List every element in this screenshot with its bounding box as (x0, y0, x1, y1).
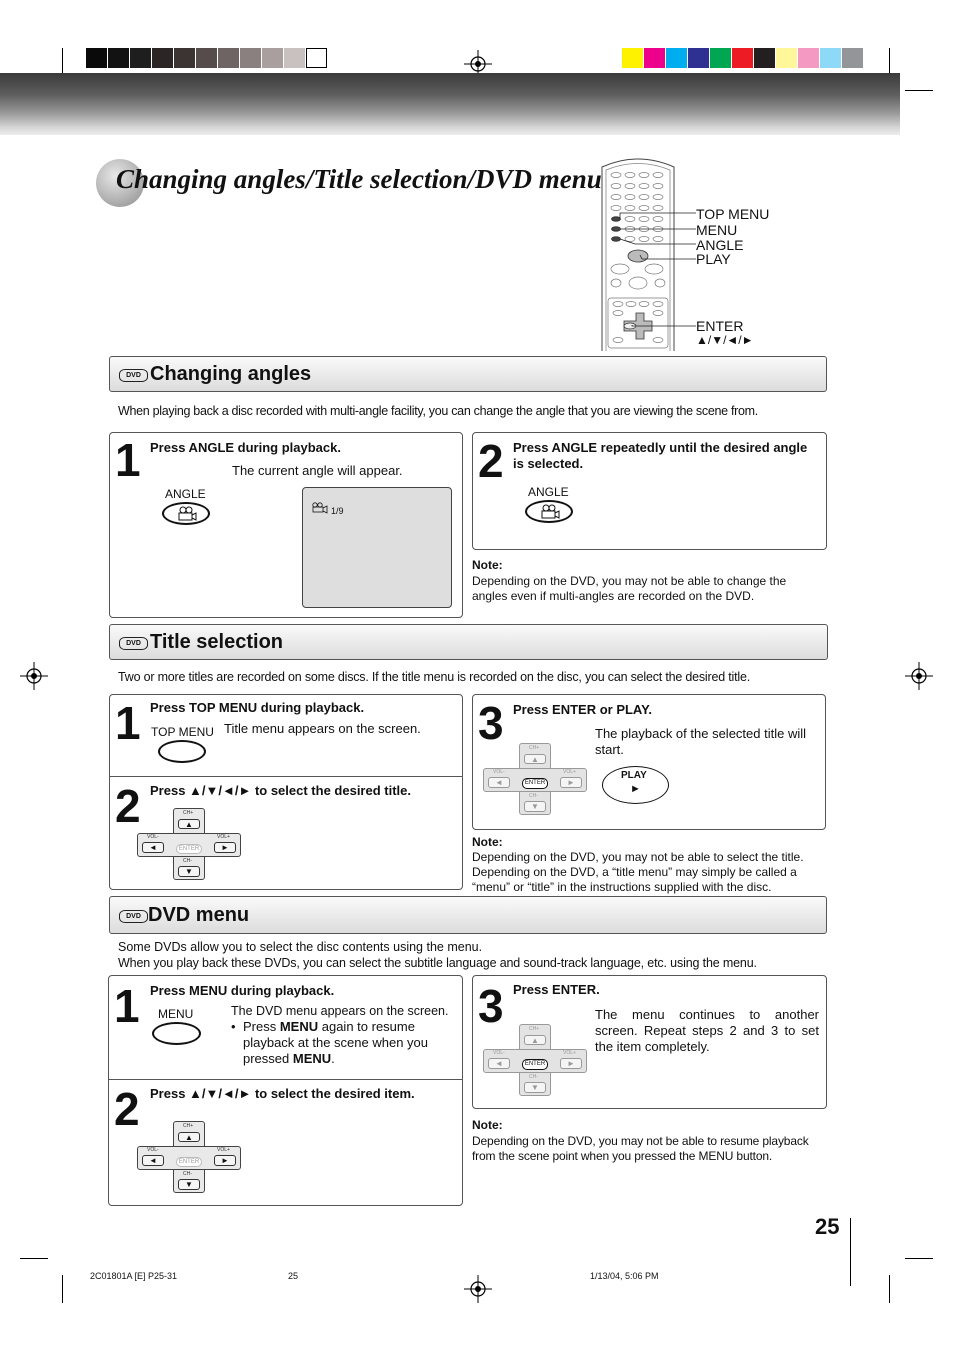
button-label: TOP MENU (151, 725, 214, 739)
step-text: The playback of the selected title will start. (595, 726, 806, 757)
gray-swatch (86, 48, 107, 68)
gray-swatch (108, 48, 129, 68)
up-arrow-icon: ▲ (178, 819, 200, 829)
gray-swatch (130, 48, 151, 68)
page-edge-line (850, 1218, 851, 1286)
cursor-pad: CH+ ▲ VOL- ◄ VOL+ ► ENTER CH- ▼ (483, 1024, 587, 1096)
step-text: The DVD menu appears on the screen. (231, 1004, 449, 1018)
footer-timestamp: 1/13/04, 5:06 PM (590, 1271, 659, 1281)
gray-swatch (152, 48, 173, 68)
footer-file-id: 2C01801A [E] P25-31 (90, 1271, 178, 1281)
step-heading: Press ANGLE during playback. (150, 440, 341, 455)
dvd-badge-icon: DVD (119, 369, 148, 382)
right-arrow-icon: ► (560, 1058, 582, 1069)
color-swatch (798, 48, 819, 68)
up-arrow-icon: ▲ (178, 1132, 200, 1142)
angle-osd-value: 1/9 (331, 506, 344, 516)
bullet-icon: • (231, 1019, 236, 1034)
remote-label-angle: ANGLE (696, 237, 744, 253)
step-number: 1 (115, 697, 141, 749)
header-gradient-band (0, 73, 900, 135)
section-header-changing-angles (109, 356, 827, 392)
right-arrow-icon: ► (214, 1155, 236, 1166)
crop-mark (889, 48, 890, 74)
left-arrow-icon: ◄ (142, 842, 164, 853)
down-arrow-icon: ▼ (524, 801, 546, 812)
step-text: The menu continues to another screen. Repeat steps 2 and 3 to set the item completely. (595, 1007, 819, 1054)
enter-key: ENTER (176, 1157, 202, 1167)
remote-label-enter: ENTER (696, 318, 744, 334)
note-text: Depending on the DVD, you may not be able to change the angles even if multi-angles are recorded on the DVD. (472, 574, 787, 603)
color-swatch (842, 48, 863, 68)
step-heading: Press ▲/▼/◄/► to select the desired item. (150, 1086, 415, 1101)
step-heading: Press ENTER or PLAY. (513, 702, 652, 717)
gray-swatch (284, 48, 305, 68)
crop-mark (62, 1275, 63, 1303)
top-menu-button (158, 740, 206, 763)
up-arrow-icon: ▲ (524, 754, 546, 764)
step-divider (108, 1079, 463, 1080)
button-label: ANGLE (528, 485, 569, 499)
play-icon: ► (630, 783, 641, 795)
note-heading: Note: (472, 558, 503, 572)
down-arrow-icon: ▼ (524, 1082, 546, 1093)
step-number: 1 (114, 980, 140, 1032)
down-arrow-icon: ▼ (178, 866, 200, 877)
enter-key: ENTER (176, 844, 202, 854)
section-header-title-selection (109, 624, 828, 660)
dvd-badge-icon: DVD (119, 637, 148, 650)
button-label: ANGLE (165, 487, 206, 501)
left-arrow-icon: ◄ (488, 1058, 510, 1069)
registration-target-icon (905, 662, 933, 690)
step-heading: Press ▲/▼/◄/► to select the desired title. (150, 783, 411, 798)
up-arrow-icon: ▲ (524, 1035, 546, 1045)
tv-screen-osd (302, 487, 452, 608)
step-heading: Press ANGLE repeatedly until the desired angle is selected. (513, 440, 808, 471)
left-arrow-icon: ◄ (488, 777, 510, 788)
enter-key: ENTER (522, 1059, 548, 1070)
gray-swatch (306, 48, 327, 68)
dvd-badge-icon: DVD (119, 910, 148, 923)
step-divider (109, 776, 463, 777)
step-bullet: Press MENU again to resume playback at the scene when you pressed MENU. (243, 1019, 429, 1066)
step-heading: Press MENU during playback. (150, 983, 335, 998)
crop-mark (905, 1258, 933, 1259)
angle-button (525, 500, 573, 523)
gray-swatch (196, 48, 217, 68)
step-number: 2 (114, 1083, 140, 1135)
camera-icon (164, 504, 208, 523)
crop-mark (20, 1258, 48, 1259)
menu-button (152, 1022, 201, 1045)
enter-key: ENTER (522, 778, 548, 789)
color-swatch (688, 48, 709, 68)
left-arrow-icon: ◄ (142, 1155, 164, 1166)
section-intro: Some DVDs allow you to select the disc contents using the menu. (118, 940, 483, 954)
remote-label-top-menu: TOP MENU (696, 206, 770, 222)
cursor-pad: CH+ ▲ VOL- ◄ VOL+ ► ENTER CH- ▼ (137, 1121, 241, 1193)
note-heading: Note: (472, 835, 503, 849)
footer-page: 25 (288, 1271, 299, 1281)
color-swatch (820, 48, 841, 68)
color-swatch (732, 48, 753, 68)
remote-label-play: PLAY (696, 251, 731, 267)
section-title: Changing angles (150, 363, 312, 385)
section-title: DVD menu (148, 904, 250, 926)
section-header-dvd-menu (109, 896, 827, 934)
color-swatch (754, 48, 775, 68)
step-number: 2 (115, 780, 141, 832)
crop-mark (905, 90, 933, 91)
camera-icon (527, 502, 571, 521)
registration-target-icon (464, 1275, 492, 1303)
step-number: 1 (115, 434, 141, 486)
step-heading: Press TOP MENU during playback. (150, 700, 365, 715)
color-swatch (644, 48, 665, 68)
remote-callout-lines (610, 205, 700, 335)
cursor-pad: CH+ ▲ VOL- ◄ VOL+ ► ENTER CH- ▼ (483, 743, 587, 815)
step-heading: Press ENTER. (513, 982, 600, 997)
section-intro: When playing back a disc recorded with multi-angle facility, you can change the angle that you are viewing the scene from. (118, 404, 758, 418)
registration-target-icon (20, 662, 48, 690)
step-number: 3 (478, 697, 504, 749)
color-swatch (622, 48, 643, 68)
crop-mark (62, 48, 63, 74)
color-swatch (710, 48, 731, 68)
right-arrow-icon: ► (560, 777, 582, 788)
gray-swatch (218, 48, 239, 68)
section-title: Title selection (150, 631, 284, 653)
gray-swatch (262, 48, 283, 68)
play-button: PLAY ► (602, 766, 669, 804)
button-label: MENU (158, 1007, 194, 1021)
cursor-pad: CH+ ▲ VOL- ◄ VOL+ ► ENTER CH- ▼ (137, 808, 241, 880)
note-text: Depending on the DVD, you may not be able to resume playback from the scene point when you pressed the MENU button. (472, 1134, 809, 1163)
color-swatch (666, 48, 687, 68)
step-number: 3 (478, 980, 504, 1032)
note-heading: Note: (472, 1118, 503, 1132)
gray-swatch (174, 48, 195, 68)
step-text: The current angle will appear. (232, 463, 403, 478)
angle-osd-icon (311, 502, 329, 514)
gray-swatch (240, 48, 261, 68)
step-number: 2 (478, 435, 504, 487)
crop-mark (889, 1275, 890, 1303)
angle-button (162, 502, 210, 525)
step-text: Title menu appears on the screen. (224, 721, 421, 736)
note-text: Depending on the DVD, you may not be able to select the title. Depending on the DVD, a “title menu” may simply be called a “menu” or “title” in the instructions supplied with the disc. (472, 850, 804, 894)
page-title: Changing angles/Title selection/DVD menu (116, 164, 602, 194)
section-intro: Two or more titles are recorded on some discs. If the title menu is recorded on the disc, you can select the desired title. (118, 670, 750, 684)
right-arrow-icon: ► (214, 842, 236, 853)
page-number: 25 (815, 1214, 840, 1239)
remote-label-menu: MENU (696, 222, 738, 238)
section-intro: When you play back these DVDs, you can select the subtitle language and sound-track language, etc. using the menu. (118, 956, 757, 970)
remote-label-arrows: ▲/▼/◄/► (696, 333, 754, 347)
color-swatch (776, 48, 797, 68)
down-arrow-icon: ▼ (178, 1179, 200, 1190)
